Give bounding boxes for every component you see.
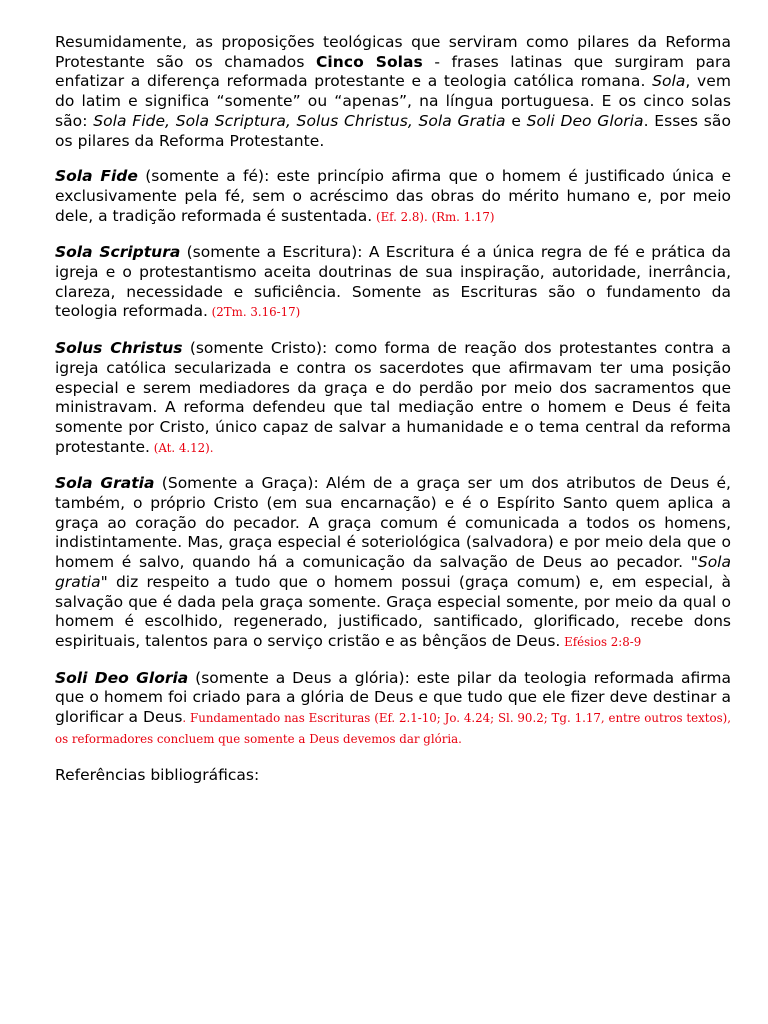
cinco-solas-term: Cinco Solas	[315, 52, 423, 71]
solus-christus-reference: (At. 4.12).	[149, 440, 214, 455]
sola-scriptura-term: Sola Scriptura	[55, 243, 181, 262]
solus-christus-term: Solus Christus	[55, 339, 183, 358]
sola-gratia-paragraph	[55, 474, 731, 652]
sola-scriptura-reference: (2Tm. 3.16-17)	[207, 305, 301, 320]
sola-gratia-text-1: (Somente a Graça): Além de a graça ser um dos atributos de Deus é, também, o próprio Cristo (em sua encarnação) e é o Espírito Santo quem aplica a graça ao coração do pecador. A graça comum é comunicada a todos os homens, indistintamente. Mas, graça especial é soteriológica (salvadora) e por meio dela que o homem é salvo, quando há a comunicação da salvação de Deus ao pecador. "	[55, 474, 731, 572]
soli-deo-gloria-mention: Soli Deo Gloria	[526, 111, 644, 130]
solus-christus-paragraph	[55, 339, 731, 458]
solus-christus-text: (somente Cristo): como forma de reação dos protestantes contra a igreja católica secularizada e contra os sacerdotes que afirmavam ter uma posição especial e serem mediadores da graça e do perdão por meio dos sacramentos que ministravam. A reforma defendeu que tal mediação entre o homem e Deus é feita somente por Cristo, único capaz de salvar a humanidade e o tema central da reforma protestante.	[55, 339, 731, 456]
intro-paragraph	[55, 33, 731, 151]
sola-gratia-text-2: " diz respeito a tudo que o homem possui (graça comum) e, em especial, à salvação que é dada pela graça somente. Graça especial somente, por meio da qual o homem é escolhido, regenerado, justificado, santificado, glorificado, recebe dons espirituais, talentos para o serviço cristão e as bênçãos de Deus.	[55, 572, 731, 650]
intro-text-4: . Esses são os pilares da Reforma Protestante.	[55, 111, 731, 150]
sola-gratia-term: Sola Gratia	[55, 474, 155, 493]
sola-fide-reference: (Ef. 2.8). (Rm. 1.17)	[372, 209, 495, 224]
sola-word: Sola	[652, 72, 686, 91]
intro-text-1: Resumidamente, as proposições teológicas que serviram como pilares da Reforma Protestante são os chamados	[55, 33, 731, 71]
soli-deo-gloria-reference: . Fundamentado nas Escrituras (Ef. 2.1-10; Jo. 4.24; Sl. 90.2; Tg. 1.17, entre outros textos), os reformadores concluem que somente a Deus devemos dar glória.	[55, 711, 731, 746]
sola-fide-paragraph	[55, 167, 731, 227]
references-heading: Referências bibliográficas:	[55, 765, 260, 784]
sola-fide-term: Sola Fide	[55, 167, 138, 186]
document-page	[55, 33, 731, 801]
sola-scriptura-text: (somente a Escritura): A Escritura é a única regra de fé e prática da igreja e o protestantismo aceita doutrinas de sua inspiração, autoridade, inerrância, clareza, necessidade e suficiência. Somente as Escrituras são o fundamento da teologia reformada.	[55, 243, 731, 321]
intro-conjunction: e	[505, 111, 527, 130]
intro-text-2: - frases latinas que surgiram para enfatizar a diferença reformada protestante e a teologia católica romana.	[55, 52, 731, 91]
sola-gratia-reference: Efésios 2:8-9	[560, 634, 642, 649]
sola-fide-text: (somente a fé): este princípio afirma que o homem é justificado única e exclusivamente pela fé, sem o acréscimo das obras do mérito humano e, por meio dele, a tradição reformada é sustentada.	[55, 167, 731, 225]
sola-scriptura-paragraph	[55, 243, 731, 323]
soli-deo-gloria-text: (somente a Deus a glória): este pilar da teologia reformada afirma que o homem foi criado para a glória de Deus e que tudo que ele fizer deve destinar a glorificar a Deus	[55, 668, 732, 727]
sola-gratia-quote: Sola gratia	[55, 553, 731, 591]
soli-deo-gloria-paragraph	[55, 669, 731, 750]
solas-list: Sola Fide, Sola Scriptura, Solus Christus, Sola Gratia	[93, 111, 506, 130]
intro-text-3: , vem do latim e significa “somente” ou “apenas”, na língua portuguesa. E os cinco solas são:	[55, 72, 731, 130]
soli-deo-gloria-term: Soli Deo Gloria	[55, 668, 189, 687]
